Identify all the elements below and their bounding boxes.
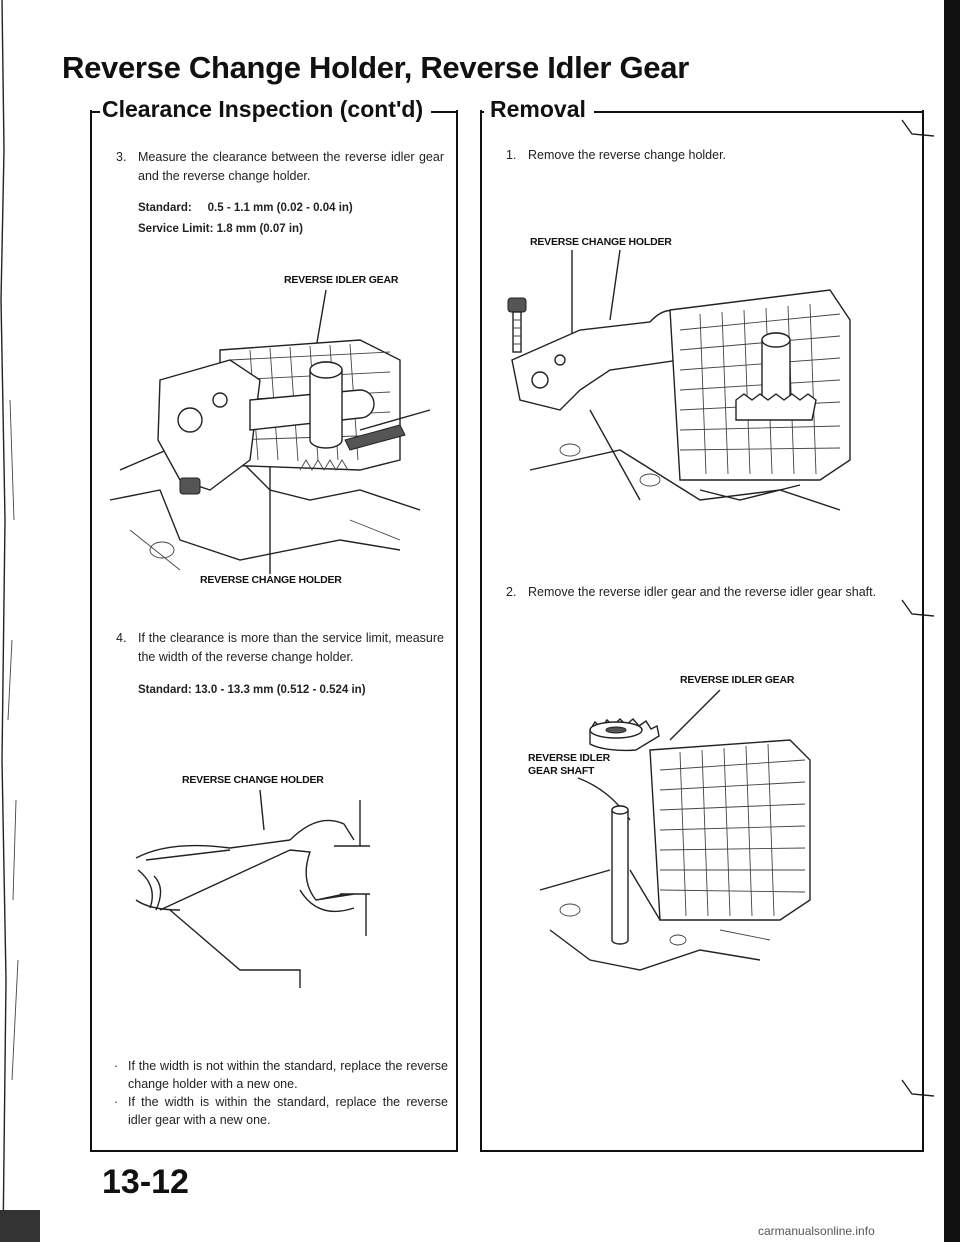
bullet-2-dot: · [114, 1095, 119, 1109]
step-4 [116, 629, 444, 667]
binding-edge-marks [0, 0, 40, 1242]
step-4-text: If the clearance is more than the service limit, measure the width of the reverse change holder. [138, 631, 444, 664]
right-panel-border-right [922, 110, 924, 1150]
fig3-label-reverse-change-holder: REVERSE CHANGE HOLDER [530, 236, 672, 248]
fig4-label-reverse-idler-gear: REVERSE IDLER GEAR [680, 674, 795, 686]
figure-holder-width [140, 790, 440, 990]
removal-step-1-text: Remove the reverse change holder. [528, 148, 727, 162]
fig1-label-reverse-change-holder: REVERSE CHANGE HOLDER [200, 574, 342, 586]
edge-tab-marks [900, 0, 940, 1242]
step-4-standard: Standard: 13.0 - 13.3 mm (0.512 - 0.524 in) [138, 684, 366, 696]
right-section-title: Removal [484, 96, 594, 123]
removal-step-1 [506, 146, 906, 165]
step-3-service-limit: Service Limit: 1.8 mm (0.07 in) [138, 223, 303, 235]
left-panel-border-right [456, 110, 458, 1150]
bullet-1 [114, 1057, 448, 1093]
figure-removal-idler-gear [520, 690, 840, 980]
right-edge-bar [944, 0, 960, 1242]
page-title: Reverse Change Holder, Reverse Idler Gear [62, 50, 689, 85]
right-panel-border-bottom [480, 1150, 924, 1152]
bullet-1-dot: · [114, 1059, 119, 1073]
left-panel-border-bottom [90, 1150, 458, 1152]
removal-step-2-text: Remove the reverse idler gear and the reverse idler gear shaft. [528, 585, 877, 599]
bullet-2 [114, 1093, 448, 1129]
bullet-1-text: If the width is not within the standard, replace the reverse change holder with a new one. [128, 1059, 448, 1091]
removal-step-2 [506, 583, 910, 602]
fig1-label-reverse-idler-gear: REVERSE IDLER GEAR [284, 274, 399, 286]
step-4-number: 4. [116, 631, 127, 645]
step-3-standard: Standard: 0.5 - 1.1 mm (0.02 - 0.04 in) [138, 202, 353, 214]
right-panel-border-left [480, 110, 482, 1150]
figure-clearance-inspection [100, 290, 440, 580]
footer-watermark: carmanualsonline.info [758, 1224, 875, 1238]
step-3 [116, 148, 444, 186]
left-panel-border-left [90, 110, 92, 1150]
left-section-title: Clearance Inspection (cont'd) [100, 96, 431, 123]
removal-step-2-number: 2. [506, 585, 517, 599]
figure-removal-change-holder [500, 250, 860, 530]
fig4-label-shaft-line2: GEAR SHAFT [528, 765, 595, 777]
page-number: 13-12 [102, 1163, 189, 1201]
step-3-text: Measure the clearance between the reverse idler gear and the reverse change holder. [138, 150, 444, 183]
fig2-label-reverse-change-holder: REVERSE CHANGE HOLDER [182, 774, 324, 786]
step-3-number: 3. [116, 150, 127, 164]
removal-step-1-number: 1. [506, 148, 517, 162]
fig4-label-shaft-line1: REVERSE IDLER [528, 752, 610, 764]
bullet-2-text: If the width is within the standard, replace the reverse idler gear with a new one. [128, 1095, 448, 1127]
